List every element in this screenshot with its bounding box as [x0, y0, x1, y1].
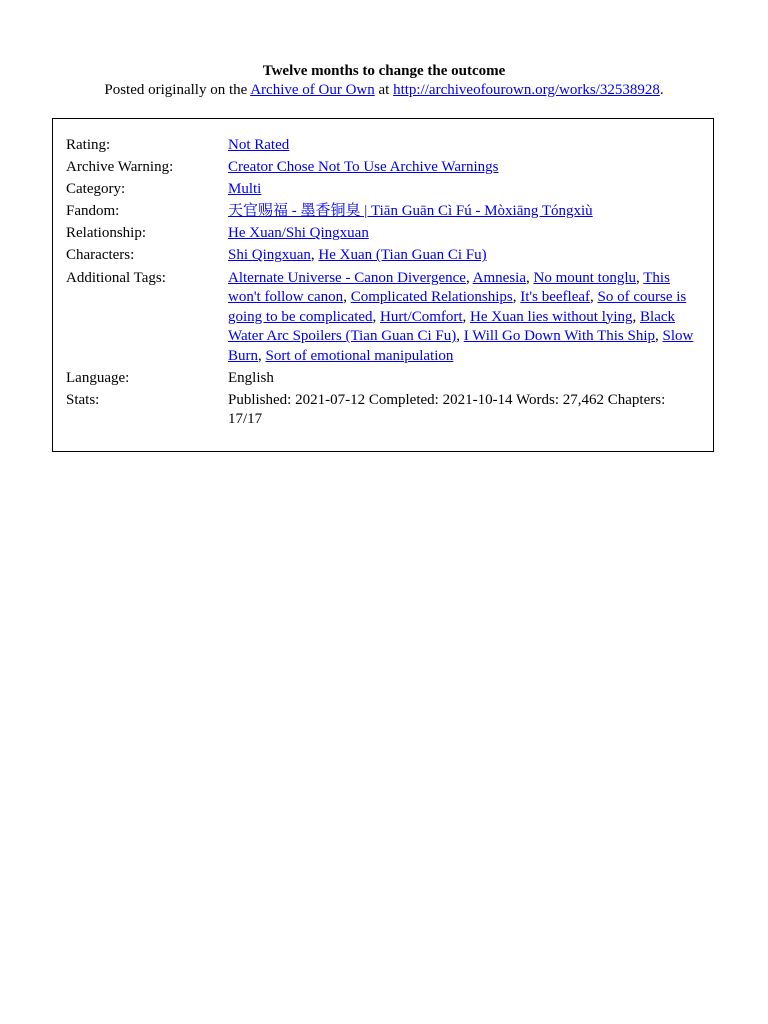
fandom-link[interactable]: 天官赐福 - 墨香铜臭 | Tiān Guān Cì Fú - Mòxiāng Tóngxiù	[228, 203, 593, 220]
meta-row-additional-tags	[66, 269, 698, 369]
rating-link[interactable]: Not Rated	[228, 137, 290, 153]
archive-link[interactable]: Archive of Our Own	[250, 82, 375, 98]
meta-row-language	[66, 369, 698, 391]
tag-link[interactable]: No mount tonglu	[533, 269, 636, 286]
work-meta-box	[52, 118, 714, 452]
relationship-value-cell	[228, 224, 698, 246]
meta-row-characters	[66, 246, 698, 268]
warning-link[interactable]: Creator Chose Not To Use Archive Warnings	[228, 159, 499, 176]
meta-row-stats	[66, 391, 698, 433]
work-meta-table	[66, 136, 698, 432]
tag-link[interactable]: I Will Go Down With This Ship	[463, 328, 656, 345]
work-header	[0, 62, 768, 100]
meta-row-relationship	[66, 224, 698, 246]
posted-line	[0, 81, 768, 100]
category-label: Category:	[66, 181, 126, 198]
tag-link[interactable]: Alternate Universe - Canon Divergence	[228, 269, 466, 286]
language-label: Language:	[66, 369, 130, 386]
relationship-label: Relationship:	[66, 225, 146, 242]
stats-value: Published: 2021-07-12 Completed: 2021-10-14 Words: 27,462 Chapters: 17/17	[228, 391, 666, 428]
character-link[interactable]: He Xuan (Tian Guan Ci Fu)	[318, 247, 487, 264]
meta-row-fandom	[66, 202, 698, 224]
meta-row-category	[66, 180, 698, 202]
characters-value-cell: Shi Qingxuan, He Xuan (Tian Guan Ci Fu)	[228, 247, 487, 264]
additional-tags-label: Additional Tags:	[66, 269, 166, 286]
tag-link[interactable]: It's beefleaf	[520, 289, 591, 306]
tag-link[interactable]: Slow Burn	[228, 328, 694, 364]
work-title: Twelve months to change the outcome	[262, 63, 506, 79]
tag-link[interactable]: He Xuan lies without lying	[470, 308, 633, 325]
rating-value-cell	[228, 136, 698, 158]
tag-link[interactable]: Complicated Relationships	[350, 289, 513, 306]
additional-tags-value-cell: Alternate Universe - Canon Divergence, Amnesia, No mount tonglu, This won't follow canon, Complicated Relationships, It's beefleaf, So of course is going to be complicated, Hurt/Comfort, He Xuan lies without lying, Black Water Arc Spoilers (Tian Guan Ci Fu), I Will Go Down With This Ship, Slow Burn, Sort of emotional manipulation	[228, 269, 694, 364]
posted-suffix: .	[659, 82, 664, 98]
character-link[interactable]: Shi Qingxuan	[228, 247, 311, 264]
posted-prefix: Posted originally on the	[104, 82, 251, 98]
relationship-link[interactable]: He Xuan/Shi Qingxuan	[228, 225, 369, 242]
warning-value-cell	[228, 158, 698, 180]
language-value: English	[228, 369, 274, 386]
tag-link[interactable]: So of course is going to be complicated	[228, 289, 687, 325]
rating-label: Rating:	[66, 137, 111, 153]
category-link[interactable]: Multi	[228, 181, 262, 198]
warning-label: Archive Warning:	[66, 159, 174, 176]
tag-link[interactable]: Black Water Arc Spoilers (Tian Guan Ci Fu)	[228, 308, 676, 345]
category-value-cell	[228, 180, 698, 202]
meta-row-rating	[66, 136, 698, 158]
fandom-value-cell	[228, 202, 698, 224]
work-url-link[interactable]: http://archiveofourown.org/works/32538928	[393, 82, 660, 98]
tag-link[interactable]: Hurt/Comfort	[380, 308, 463, 325]
characters-label: Characters:	[66, 247, 135, 264]
meta-row-warning	[66, 158, 698, 180]
tag-link[interactable]: Amnesia	[472, 269, 526, 286]
stats-label: Stats:	[66, 391, 100, 408]
tag-link[interactable]: Sort of emotional manipulation	[265, 347, 454, 364]
posted-mid: at	[374, 82, 394, 98]
tag-link[interactable]: This won't follow canon	[228, 269, 670, 306]
fandom-label: Fandom:	[66, 203, 120, 220]
